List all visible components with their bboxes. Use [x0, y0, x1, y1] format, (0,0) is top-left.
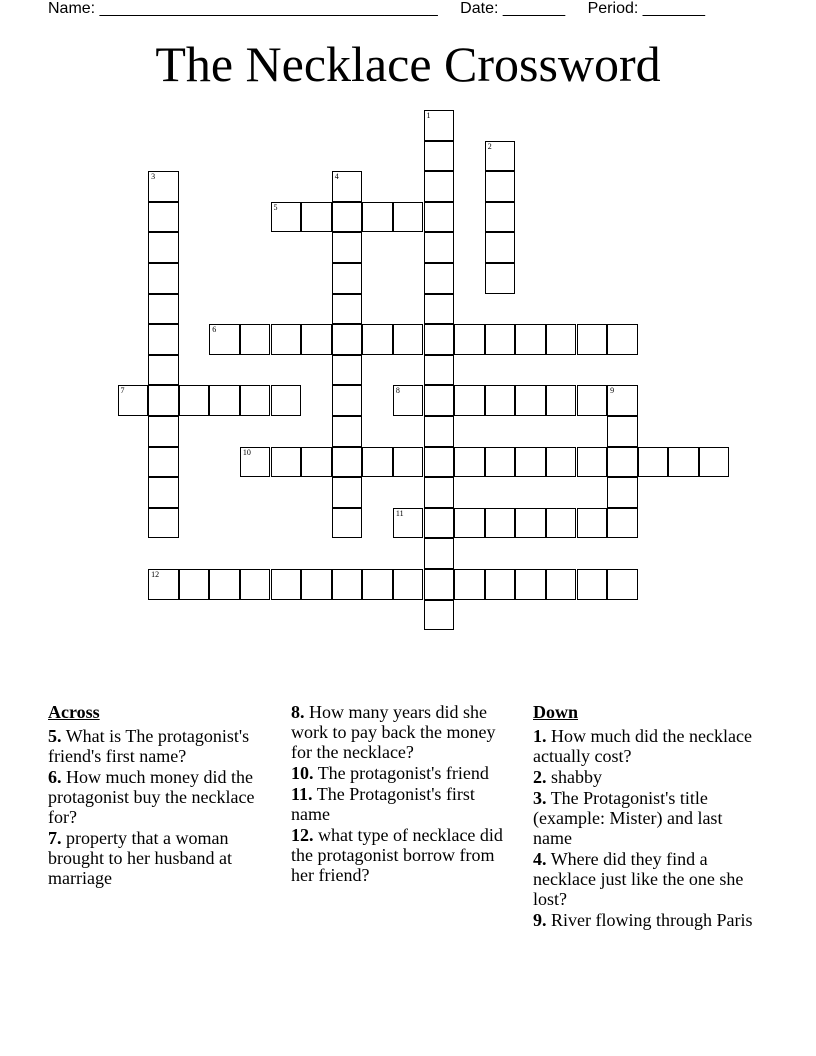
- grid-cell[interactable]: [148, 569, 179, 600]
- clue-across-7: [48, 828, 270, 888]
- grid-cell[interactable]: [271, 324, 302, 355]
- grid-cell[interactable]: [424, 385, 455, 416]
- grid-cell[interactable]: [485, 202, 516, 233]
- grid-cell[interactable]: [424, 600, 455, 631]
- grid-cell[interactable]: [332, 477, 363, 508]
- grid-cell[interactable]: [607, 447, 638, 478]
- grid-cell[interactable]: [332, 355, 363, 386]
- grid-cell[interactable]: [148, 477, 179, 508]
- clue-across-10: [291, 763, 515, 783]
- across-clues-col1: [48, 702, 270, 889]
- clue-text: property that a woman brought to her husband at marriage: [48, 828, 232, 888]
- cell-number: 5: [273, 202, 278, 212]
- grid-cell[interactable]: [424, 447, 455, 478]
- clue-text: The protagonist's friend: [317, 763, 489, 783]
- grid-cell[interactable]: [271, 569, 302, 600]
- grid-cell[interactable]: [179, 569, 210, 600]
- cell-number: 4: [334, 172, 339, 182]
- grid-cell[interactable]: [332, 294, 363, 325]
- cell-number: 12: [151, 570, 160, 579]
- grid-cell[interactable]: [668, 447, 699, 478]
- grid-cell[interactable]: [240, 324, 271, 355]
- grid-cell[interactable]: [148, 355, 179, 386]
- date-field[interactable]: Date: _______: [460, 0, 566, 17]
- grid-cell[interactable]: [515, 385, 546, 416]
- clue-text: The Protagonist's title (example: Mister) and last name: [533, 788, 723, 848]
- grid-cell[interactable]: [546, 569, 577, 600]
- clue-number: 9.: [533, 910, 547, 930]
- grid-cell[interactable]: [424, 416, 455, 447]
- grid-cell[interactable]: [362, 447, 393, 478]
- grid-cell[interactable]: [515, 569, 546, 600]
- clue-down-3: [533, 788, 761, 848]
- grid-cell[interactable]: [577, 385, 608, 416]
- clue-number: 12.: [291, 825, 314, 845]
- cell-number: 3: [151, 172, 156, 182]
- grid-cell[interactable]: [424, 508, 455, 539]
- across-heading: Across: [48, 702, 100, 722]
- grid-cell[interactable]: [546, 385, 577, 416]
- grid-cell[interactable]: [332, 508, 363, 539]
- grid-cell[interactable]: [301, 324, 332, 355]
- grid-cell[interactable]: [332, 202, 363, 233]
- grid-cell[interactable]: [148, 232, 179, 263]
- clue-text: The Protagonist's first name: [291, 784, 475, 824]
- grid-cell[interactable]: [546, 324, 577, 355]
- grid-cell[interactable]: [118, 385, 149, 416]
- grid-cell[interactable]: [699, 447, 730, 478]
- grid-cell[interactable]: [424, 294, 455, 325]
- grid-cell[interactable]: [148, 171, 179, 202]
- grid-cell[interactable]: [332, 416, 363, 447]
- grid-cell[interactable]: [424, 324, 455, 355]
- clue-down-1: [533, 726, 761, 766]
- cell-number: 2: [487, 141, 492, 151]
- grid-cell[interactable]: [424, 110, 455, 141]
- clue-text: How much money did the protagonist buy the necklace for?: [48, 767, 255, 827]
- grid-cell[interactable]: [607, 324, 638, 355]
- grid-cell[interactable]: [424, 141, 455, 172]
- grid-cell[interactable]: [454, 447, 485, 478]
- grid-cell[interactable]: [577, 324, 608, 355]
- grid-cell[interactable]: [179, 385, 210, 416]
- page-title: The Necklace Crossword: [155, 36, 661, 92]
- grid-cell[interactable]: [546, 447, 577, 478]
- cell-number: 7: [120, 386, 125, 396]
- clue-number: 10.: [291, 763, 314, 783]
- across-clues-col2: [291, 702, 515, 886]
- period-field[interactable]: Period: _______: [587, 0, 706, 17]
- grid-cell[interactable]: [485, 447, 516, 478]
- grid-cell[interactable]: [332, 171, 363, 202]
- grid-cell[interactable]: [148, 385, 179, 416]
- grid-cell[interactable]: [485, 232, 516, 263]
- grid-cell[interactable]: [638, 447, 669, 478]
- down-clues: [533, 702, 761, 931]
- name-field[interactable]: Name: ______________________________________: [48, 0, 438, 17]
- grid-cell[interactable]: [424, 232, 455, 263]
- clue-number: 8.: [291, 702, 305, 722]
- clue-across-8: [291, 702, 515, 762]
- grid-cell[interactable]: [485, 263, 516, 294]
- grid-cell[interactable]: [393, 385, 424, 416]
- clue-down-2: [533, 767, 761, 787]
- clue-number: 6.: [48, 767, 62, 787]
- grid-cell[interactable]: [362, 569, 393, 600]
- grid-cell[interactable]: [424, 263, 455, 294]
- clue-down-4: [533, 849, 761, 909]
- grid-cell[interactable]: [577, 569, 608, 600]
- grid-cell[interactable]: [607, 508, 638, 539]
- grid-cell[interactable]: [454, 569, 485, 600]
- clue-text: what type of necklace did the protagonist borrow from her friend?: [291, 825, 503, 885]
- grid-cell[interactable]: [485, 508, 516, 539]
- down-heading: Down: [533, 702, 579, 722]
- grid-cell[interactable]: [577, 447, 608, 478]
- grid-cell[interactable]: [393, 324, 424, 355]
- clue-number: 1.: [533, 726, 547, 746]
- grid-cell[interactable]: [332, 447, 363, 478]
- cell-number: 6: [212, 325, 217, 335]
- clue-text: What is The protagonist's friend's first name?: [48, 726, 250, 766]
- grid-cell[interactable]: [546, 508, 577, 539]
- clue-text: Where did they find a necklace just like the one she lost?: [533, 849, 744, 909]
- grid-cell[interactable]: [515, 447, 546, 478]
- grid-cell[interactable]: [148, 324, 179, 355]
- grid-cell[interactable]: [515, 508, 546, 539]
- grid-cell[interactable]: [301, 569, 332, 600]
- grid-cell[interactable]: [607, 416, 638, 447]
- grid-cell[interactable]: [332, 385, 363, 416]
- grid-cell[interactable]: [271, 447, 302, 478]
- clue-number: 2.: [533, 767, 547, 787]
- clue-text: shabby: [551, 767, 602, 787]
- grid-cell[interactable]: [148, 508, 179, 539]
- cell-number: 11: [395, 508, 404, 518]
- grid-cell[interactable]: [271, 202, 302, 233]
- clue-number: 5.: [48, 726, 62, 746]
- grid-cell[interactable]: [209, 385, 240, 416]
- grid-cell[interactable]: [424, 477, 455, 508]
- grid-cell[interactable]: [454, 324, 485, 355]
- grid-cell[interactable]: [607, 477, 638, 508]
- grid-cell[interactable]: [240, 447, 271, 478]
- clue-number: 11.: [291, 784, 313, 804]
- grid-cell[interactable]: [240, 385, 271, 416]
- grid-cell[interactable]: [209, 569, 240, 600]
- grid-cell[interactable]: [332, 324, 363, 355]
- grid-cell[interactable]: [301, 202, 332, 233]
- grid-cell[interactable]: [301, 447, 332, 478]
- grid-cell[interactable]: [424, 202, 455, 233]
- clue-across-12: [291, 825, 515, 885]
- grid-cell[interactable]: [577, 508, 608, 539]
- cell-number: 8: [395, 386, 400, 396]
- clue-down-9: [533, 910, 761, 930]
- grid-cell[interactable]: [148, 294, 179, 325]
- grid-cell[interactable]: [393, 569, 424, 600]
- grid-cell[interactable]: [332, 569, 363, 600]
- clue-number: 7.: [48, 828, 62, 848]
- clue-number: 4.: [533, 849, 547, 869]
- grid-cell[interactable]: [148, 416, 179, 447]
- grid-cell[interactable]: [607, 569, 638, 600]
- clue-across-5: [48, 726, 270, 766]
- grid-cell[interactable]: [362, 324, 393, 355]
- cell-number: 1: [426, 111, 431, 120]
- grid-cell[interactable]: [393, 202, 424, 233]
- grid-cell[interactable]: [332, 232, 363, 263]
- grid-cell[interactable]: [393, 447, 424, 478]
- cell-number: 10: [242, 447, 251, 457]
- clue-text: How much did the necklace actually cost?: [533, 726, 752, 766]
- grid-cell[interactable]: [424, 569, 455, 600]
- grid-cell[interactable]: [485, 324, 516, 355]
- clue-across-11: [291, 784, 515, 824]
- grid-cell[interactable]: [240, 569, 271, 600]
- grid-cell[interactable]: [515, 324, 546, 355]
- grid-cell[interactable]: [485, 171, 516, 202]
- grid-cell[interactable]: [424, 538, 455, 569]
- grid-cell[interactable]: [148, 202, 179, 233]
- clue-number: 3.: [533, 788, 547, 808]
- grid-cell[interactable]: [362, 202, 393, 233]
- grid-cell[interactable]: [209, 324, 240, 355]
- clue-text: River flowing through Paris: [551, 910, 753, 930]
- grid-cell[interactable]: [607, 385, 638, 416]
- grid-cell[interactable]: [148, 263, 179, 294]
- grid-cell[interactable]: [393, 508, 424, 539]
- clue-across-6: [48, 767, 270, 827]
- grid-cell[interactable]: [485, 385, 516, 416]
- grid-cell[interactable]: [454, 508, 485, 539]
- grid-cell[interactable]: [454, 385, 485, 416]
- grid-cell[interactable]: [271, 385, 302, 416]
- cell-number: 9: [610, 386, 615, 396]
- grid-cell[interactable]: [332, 263, 363, 294]
- grid-cell[interactable]: [148, 447, 179, 478]
- grid-cell[interactable]: [485, 141, 516, 172]
- clue-text: How many years did she work to pay back the money for the necklace?: [291, 702, 496, 762]
- grid-cell[interactable]: [424, 355, 455, 386]
- grid-cell[interactable]: [424, 171, 455, 202]
- grid-cell[interactable]: [485, 569, 516, 600]
